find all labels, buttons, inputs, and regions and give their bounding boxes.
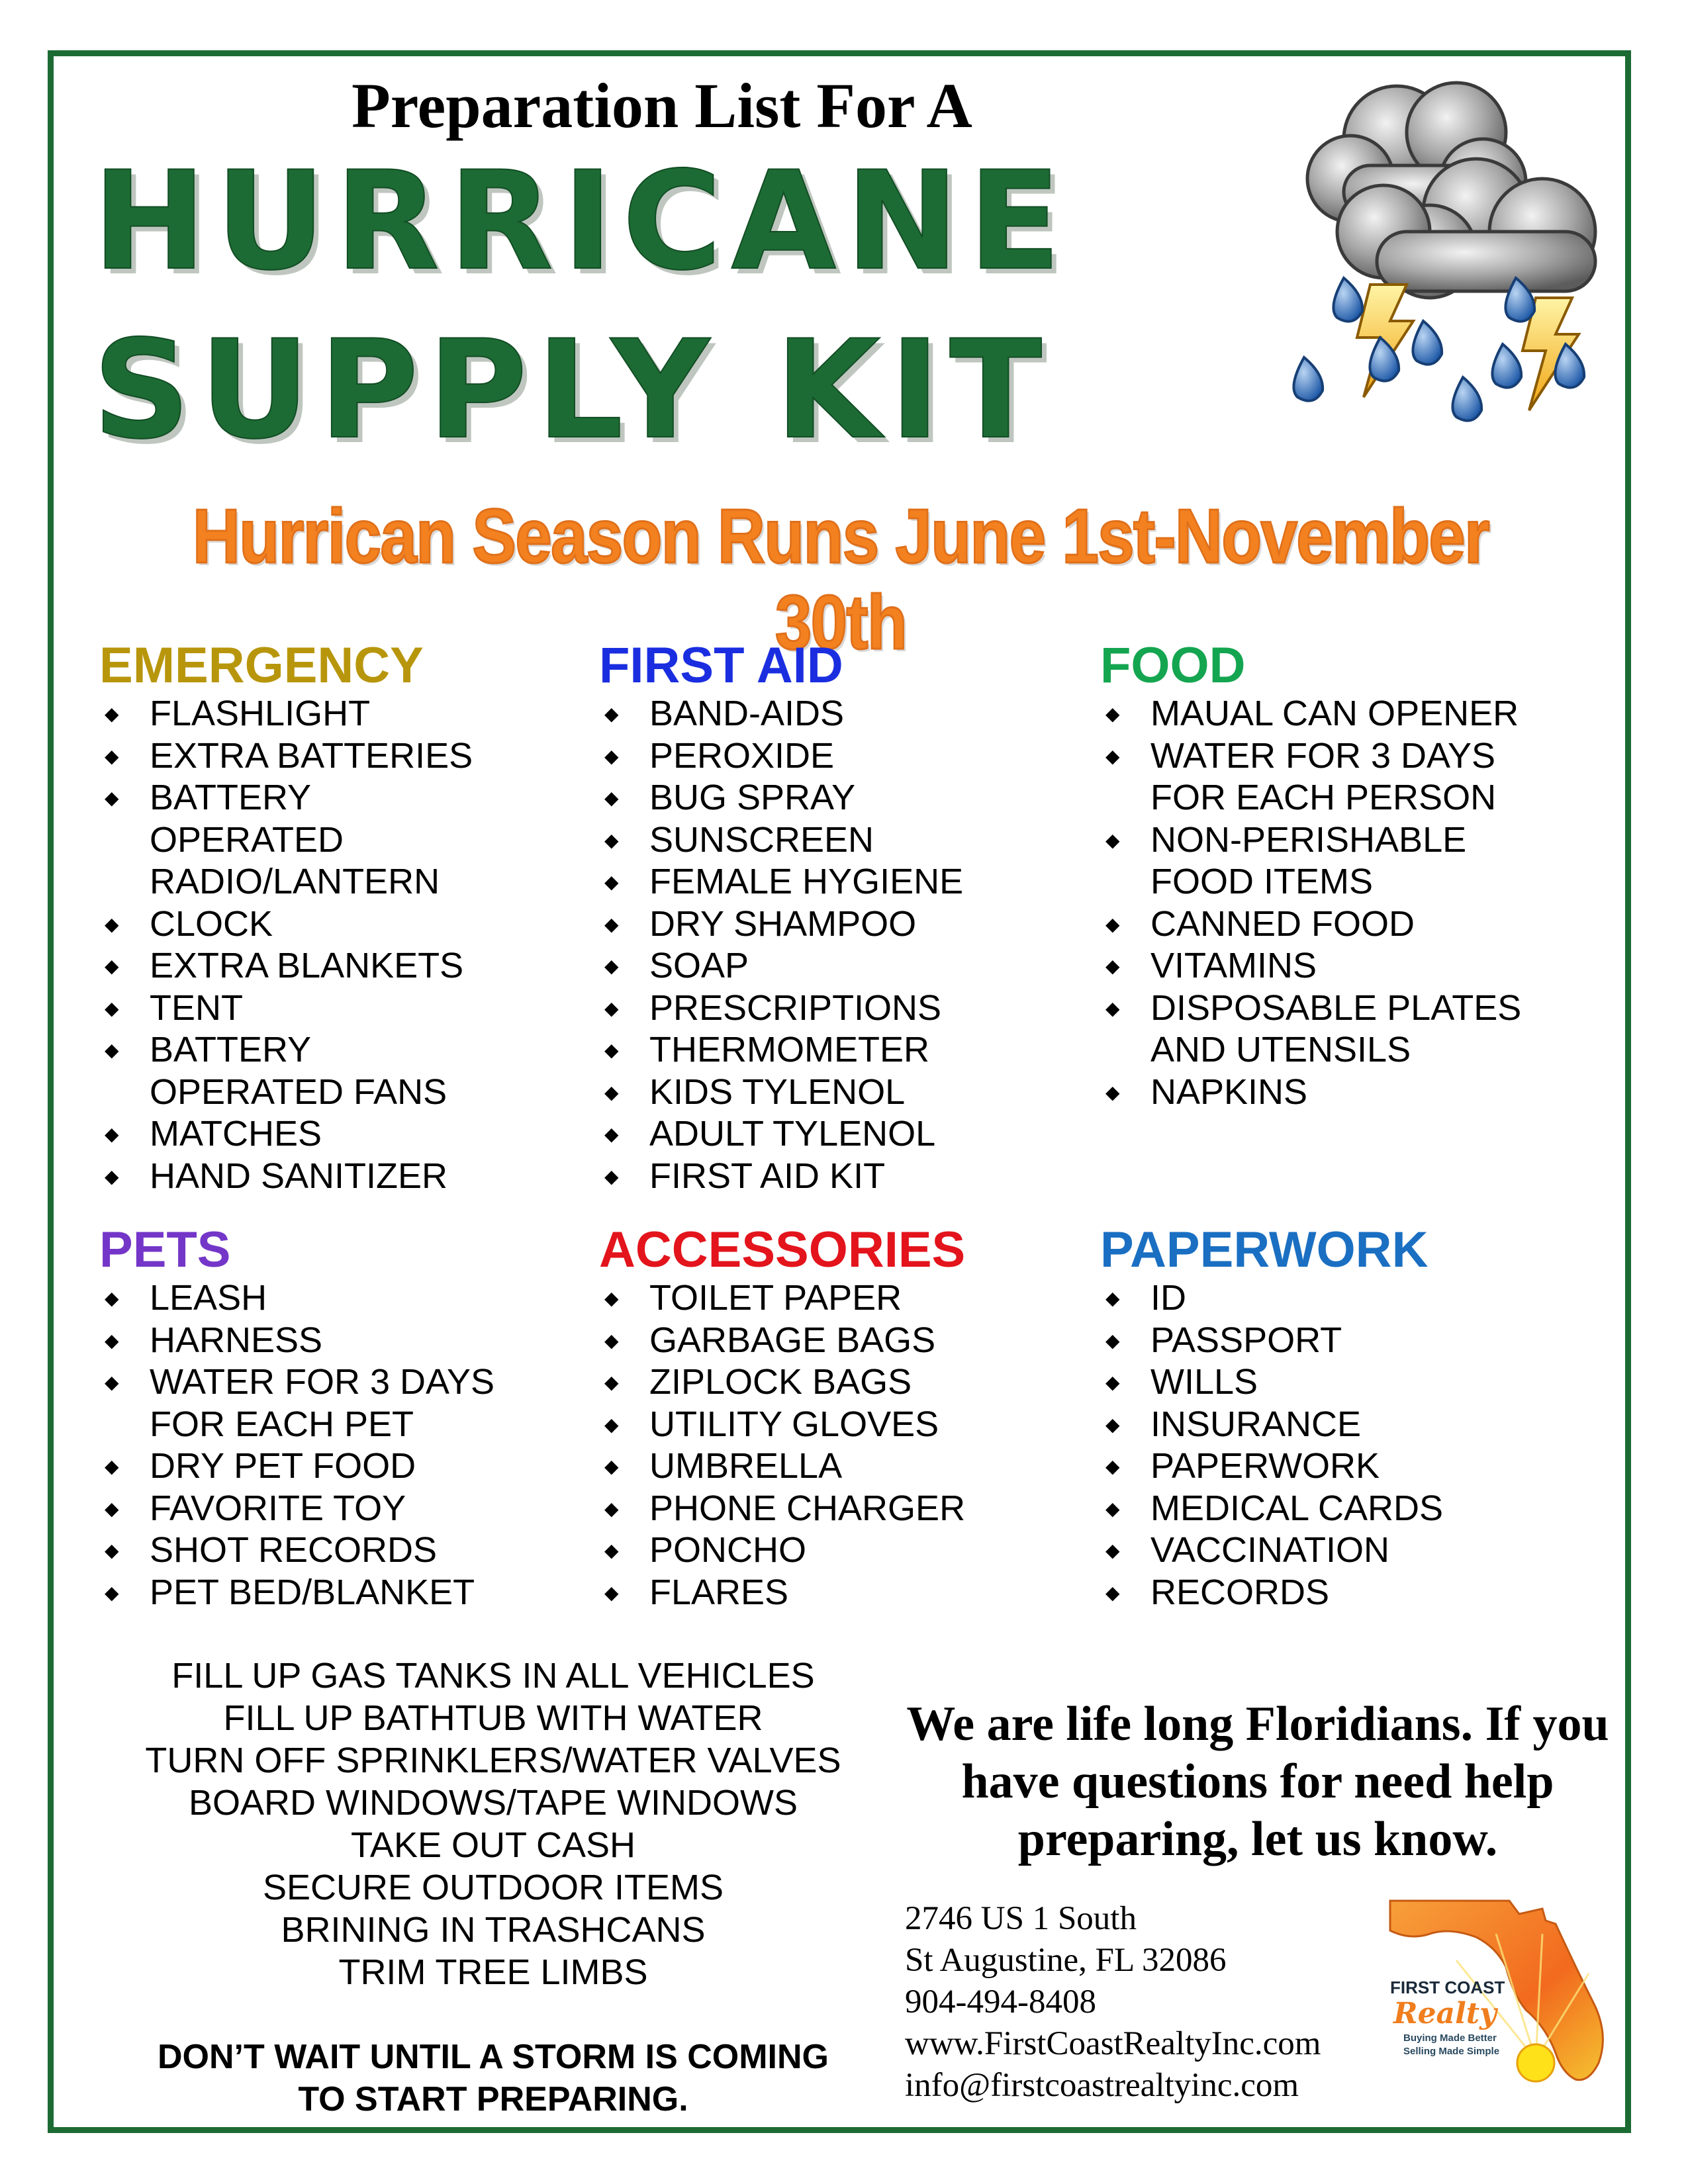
- list-item: ◆ SOAP: [599, 945, 1082, 987]
- list-item: ◆ SHOT RECORDS: [99, 1529, 583, 1572]
- tip-line: TURN OFF SPRINKLERS/WATER VALVES: [145, 1741, 841, 1780]
- season-banner: Hurrican Season Runs June 1st-November 30th: [192, 493, 1489, 665]
- category-title: PETS: [99, 1222, 231, 1278]
- list-item: ◆ WILLS: [1100, 1361, 1583, 1404]
- list-item: ◆ BATTERY OPERATED FANS: [99, 1029, 494, 1113]
- list-item: ◆ NON-PERISHABLE FOOD ITEMS: [1100, 819, 1534, 903]
- category-food: [1100, 639, 1583, 1113]
- website-link[interactable]: www.FirstCoastRealtyInc.com: [905, 2025, 1321, 2062]
- contact-info: [905, 1898, 1395, 2107]
- list-item: ◆ PONCHO: [599, 1529, 1082, 1572]
- list-item: ◆ KIDS TYLENOL: [599, 1071, 1082, 1114]
- tip-line: FILL UP BATHTUB WITH WATER: [223, 1698, 763, 1738]
- logo-line2: Realty: [1393, 1997, 1497, 2030]
- category-accessories: [599, 1223, 1082, 1614]
- list-item: ◆ FIRST AID KIT: [599, 1156, 1082, 1198]
- pre-title: Preparation List For A: [352, 70, 972, 141]
- storm-cloud-icon: [1264, 66, 1635, 437]
- logo-tagline2: Selling Made Simple: [1403, 2046, 1500, 2057]
- list-item: ◆ WATER FOR 3 DAYS FOR EACH PET: [99, 1361, 547, 1445]
- list-item: ◆ LEASH: [99, 1277, 583, 1320]
- list-item: ◆ FEMALE HYGIENE: [599, 861, 1082, 903]
- list-item: ◆ VITAMINS: [1100, 945, 1583, 987]
- tip-line: FILL UP GAS TANKS IN ALL VEHICLES: [171, 1656, 815, 1696]
- list-item: ◆ PRESCRIPTIONS: [599, 987, 1082, 1030]
- list-item: ◆ FLASHLIGHT: [99, 693, 583, 735]
- list-item: ◆ GARBAGE BAGS: [599, 1320, 1082, 1362]
- list-item: ◆ MAUAL CAN OPENER: [1100, 693, 1583, 735]
- category-title: PAPERWORK: [1100, 1222, 1429, 1278]
- list-item: ◆ BUG SPRAY: [599, 777, 1082, 819]
- list-item: ◆ ADULT TYLENOL: [599, 1113, 1082, 1156]
- preparation-tips: [93, 1655, 894, 1993]
- list-item: ◆ PASSPORT: [1100, 1320, 1583, 1362]
- list-item: ◆ PET BED/BLANKET: [99, 1572, 583, 1614]
- list-item: ◆ INSURANCE: [1100, 1404, 1583, 1446]
- list-item: ◆ VACCINATION: [1100, 1529, 1583, 1572]
- phone-number[interactable]: 904-494-8408: [905, 1983, 1096, 2021]
- list-item: ◆ NAPKINS: [1100, 1071, 1583, 1114]
- warning-line: DON’T WAIT UNTIL A STORM IS COMING: [158, 2038, 829, 2076]
- warning-line: TO START PREPARING.: [298, 2080, 688, 2118]
- list-item: ◆ FAVORITE TOY: [99, 1488, 583, 1530]
- list-item: ◆ UMBRELLA: [599, 1445, 1082, 1488]
- list-item: ◆ WATER FOR 3 DAYS FOR EACH PERSON: [1100, 735, 1534, 819]
- tip-line: SECURE OUTDOOR ITEMS: [262, 1868, 724, 1907]
- category-title: EMERGENCY: [99, 637, 424, 694]
- about-text: We are life long Floridians. If you have questions for need help preparing, let us know.: [906, 1697, 1609, 1866]
- list-item: ◆ SUNSCREEN: [599, 819, 1082, 862]
- list-item: ◆ MEDICAL CARDS: [1100, 1488, 1583, 1530]
- title-supply-kit: SUPPLY KIT: [93, 312, 1052, 469]
- category-first-aid: [599, 639, 1082, 1197]
- list-item: ◆ PHONE CHARGER: [599, 1488, 1082, 1530]
- list-item: ◆ UTILITY GLOVES: [599, 1404, 1082, 1446]
- list-item: ◆ THERMOMETER: [599, 1029, 1082, 1071]
- list-item: ◆ HAND SANITIZER: [99, 1156, 583, 1198]
- list-item: ◆ TOILET PAPER: [599, 1277, 1082, 1320]
- list-item: ◆ EXTRA BLANKETS: [99, 945, 583, 987]
- warning-text: [93, 2036, 894, 2120]
- list-item: ◆ DRY SHAMPOO: [599, 903, 1082, 946]
- logo-tagline1: Buying Made Better: [1403, 2032, 1497, 2044]
- tip-line: BOARD WINDOWS/TAPE WINDOWS: [189, 1783, 798, 1823]
- list-item: ◆ RECORDS: [1100, 1572, 1583, 1614]
- tip-line: BRINING IN TRASHCANS: [281, 1910, 706, 1950]
- list-item: ◆ DRY PET FOOD: [99, 1445, 583, 1488]
- logo-line1: FIRST COAST: [1390, 1978, 1505, 1997]
- list-item: ◆ PEROXIDE: [599, 735, 1082, 778]
- first-coast-realty-logo: [1377, 1894, 1628, 2086]
- list-item: ◆ MATCHES: [99, 1113, 583, 1156]
- title-hurricane: HURRICANE: [93, 143, 1070, 300]
- list-item: ◆ DISPOSABLE PLATES AND UTENSILS: [1100, 987, 1574, 1071]
- category-pets: [99, 1223, 583, 1614]
- list-item: ◆ ID: [1100, 1277, 1583, 1320]
- email-link[interactable]: info@firstcoastrealtyinc.com: [905, 2067, 1299, 2104]
- list-item: ◆ BAND-AIDS: [599, 693, 1082, 735]
- category-title: FOOD: [1100, 637, 1246, 694]
- list-item: ◆ FLARES: [599, 1572, 1082, 1614]
- list-item: ◆ BATTERY OPERATED RADIO/LANTERN: [99, 777, 494, 903]
- list-item: ◆ CANNED FOOD: [1100, 903, 1583, 946]
- address-line: 2746 US 1 South: [905, 1900, 1137, 1937]
- category-title: ACCESSORIES: [599, 1222, 966, 1278]
- tip-line: TRIM TREE LIMBS: [338, 1952, 648, 1992]
- list-item: ◆ ZIPLOCK BAGS: [599, 1361, 1082, 1404]
- list-item: ◆ CLOCK: [99, 903, 583, 946]
- list-item: ◆ PAPERWORK: [1100, 1445, 1583, 1488]
- category-paperwork: [1100, 1223, 1583, 1614]
- category-title: FIRST AID: [599, 637, 843, 694]
- list-item: ◆ TENT: [99, 987, 583, 1030]
- list-item: ◆ HARNESS: [99, 1320, 583, 1362]
- category-emergency: [99, 639, 583, 1197]
- tip-line: TAKE OUT CASH: [350, 1825, 636, 1865]
- list-item: ◆ EXTRA BATTERIES: [99, 735, 583, 778]
- address-line: St Augustine, FL 32086: [905, 1942, 1227, 1979]
